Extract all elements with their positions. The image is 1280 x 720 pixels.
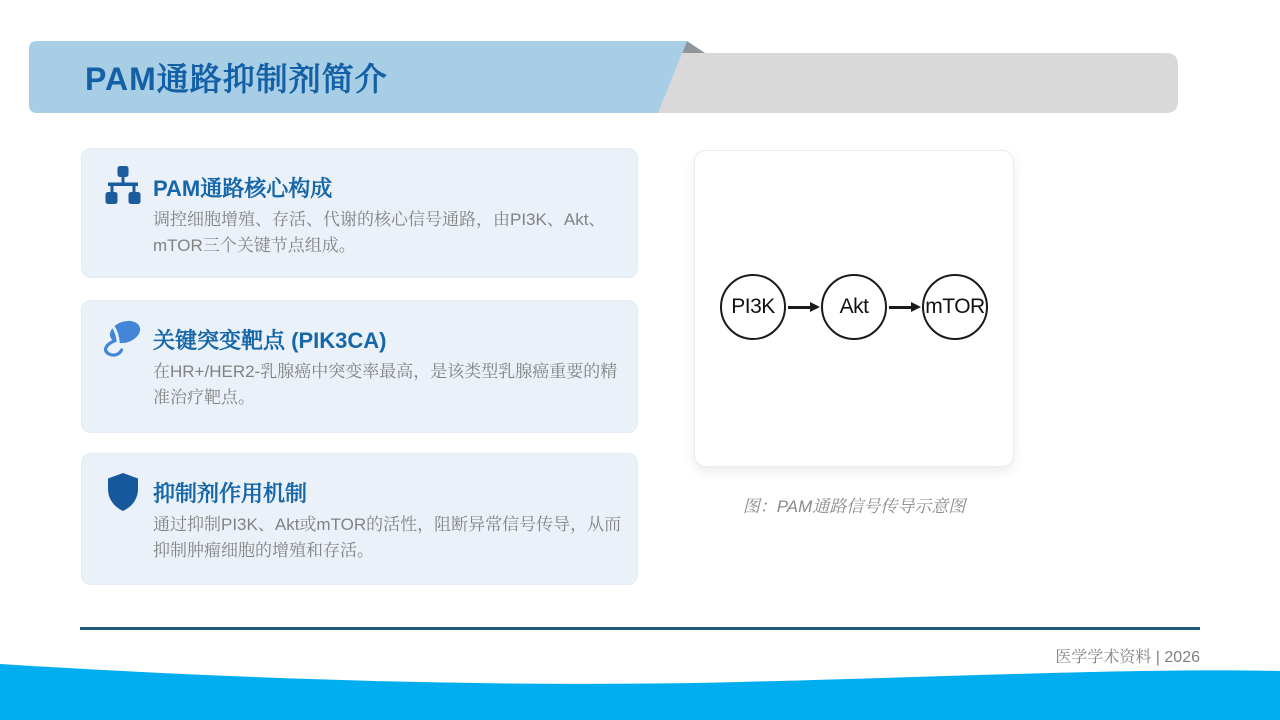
node-akt: Akt	[821, 274, 887, 340]
card-title: 抑制剂作用机制	[153, 481, 308, 506]
card-pathway-composition	[81, 148, 638, 278]
card-title: 关键突变靶点 (PIK3CA)	[153, 328, 387, 353]
card-title: PAM通路核心构成	[153, 176, 333, 201]
footer-divider	[80, 627, 1200, 630]
pathway-figure	[694, 150, 1014, 467]
header-gray-bar	[658, 53, 1178, 113]
sitemap-icon	[101, 165, 145, 209]
bottom-wave	[0, 660, 1280, 720]
node-pi3k: PI3K	[720, 274, 786, 340]
arrow-akt-to-mtor	[889, 306, 912, 309]
card-mutation-target	[81, 300, 638, 433]
shield-icon	[101, 470, 145, 514]
figure-caption: 图：PAM通路信号传导示意图	[742, 497, 966, 516]
card-body: 调控细胞增殖、存活、代谢的核心信号通路，由PI3K、Akt、mTOR三个关键节点组成。	[153, 210, 606, 255]
card-inhibitor-mechanism	[81, 453, 638, 585]
footer-text: 医学学术资料 | 2026	[1055, 649, 1200, 666]
node-mtor: mTOR	[922, 274, 988, 340]
mouse-icon	[101, 317, 145, 361]
card-body: 在HR+/HER2-乳腺癌中突变率最高，是该类型乳腺癌重要的精准治疗靶点。	[153, 362, 618, 407]
page-title: PAM通路抑制剂简介	[85, 61, 388, 97]
card-body: 通过抑制PI3K、Akt或mTOR的活性，阻断异常信号传导，从而抑制肿瘤细胞的增殖和存活。	[153, 515, 622, 560]
arrow-pi3k-to-akt	[788, 306, 811, 309]
